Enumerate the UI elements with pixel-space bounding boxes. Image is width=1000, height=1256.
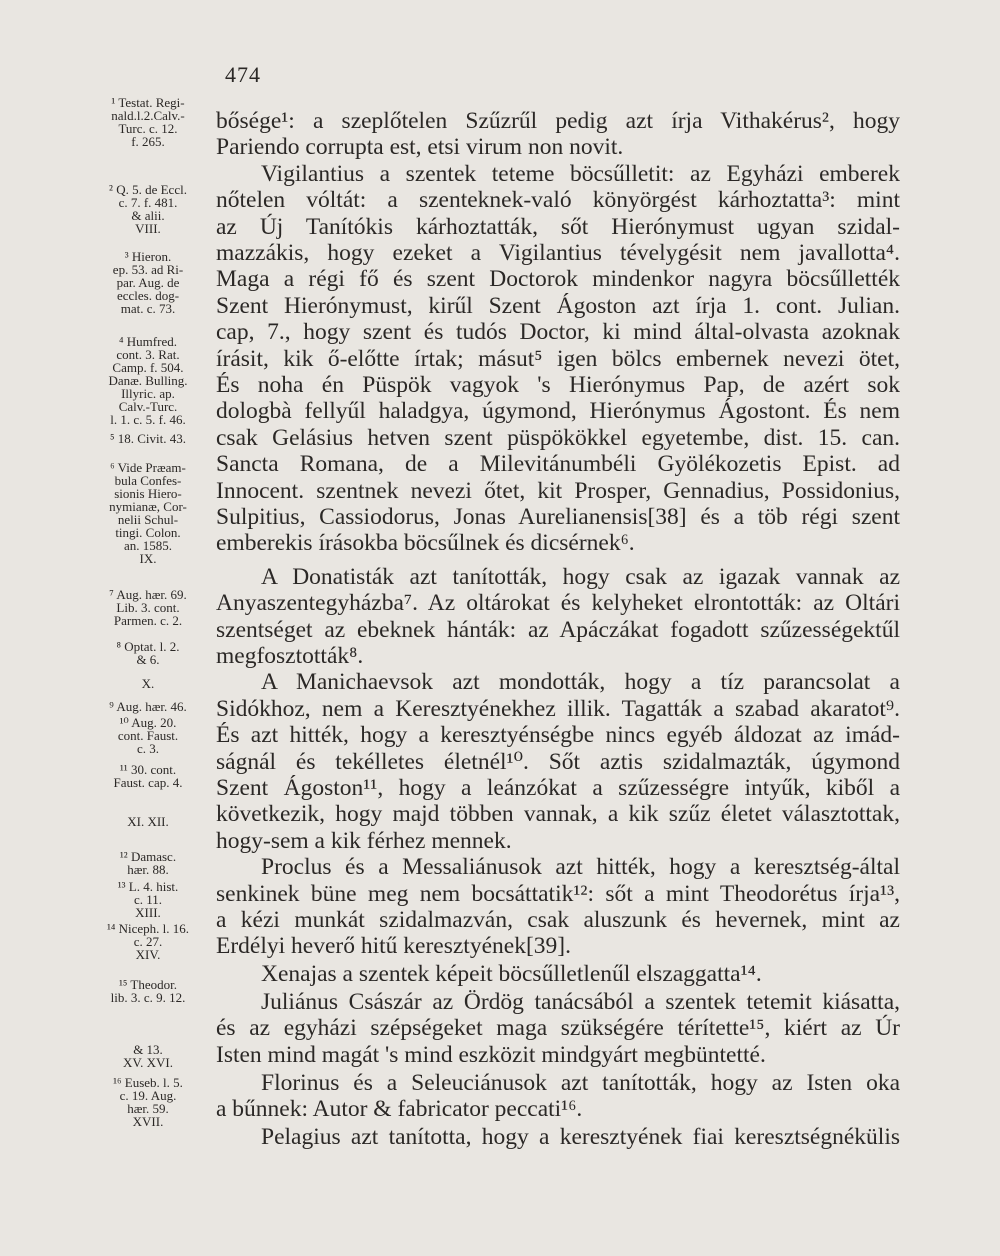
text-line: megfosztották⁸. [216,643,364,669]
margin-note: X. [141,676,155,691]
margin-note: ² Q. 5. de Eccl. c. 7. f. 481. & alii. VIII. [109,182,187,236]
margin-note: ¹³ L. 4. hist. c. 11. XIII. [117,879,179,920]
margin-note: ¹⁵ Theodor. lib. 3. c. 9. 12. [110,977,186,1005]
text-line: Sulpitius, Cassiodorus, Jonas Aurelianensis[38] és a töb régi szent [216,504,900,530]
text-line: A Donatisták azt tanították, hogy csak az igazak vannak az [261,564,900,590]
text-line: A Manichaevsok azt mondották, hogy a tíz parancsolat a [261,669,900,695]
text-line: szentséget az ebeknek hánták: az Apáczákat fogadott szűzességektűl [216,617,900,643]
text-line: cap, 7., hogy szent és tudós Doctor, ki mind által-olvasta azoknak [216,319,900,345]
margin-note: ¹⁴ Niceph. l. 16. c. 27. XIV. [106,921,190,962]
margin-note: ¹⁶ Euseb. l. 5. c. 19. Aug. hær. 59. XVII. [113,1075,183,1129]
text-line: írásit, kik ő-előtte írtak; másut⁵ igen bölcs embernek nevezi ötet, [216,346,900,372]
text-line: Maga a régi fő és szent Doctorok mindenkor nagyra böcsűllették [216,266,900,292]
text-line: Innocent. szentnek nevezi őtet, kit Prosper, Gennadius, Possidonius, [216,478,900,504]
text-line: És azt hitték, hogy a keresztyénségbe nincs egyéb áldozat az imád- [216,722,900,748]
text-line: Vigilantius a szentek teteme böcsűlletit: az Egyházi emberek [261,161,900,187]
margin-note: ¹² Damasc. hær. 88. [119,849,177,877]
margin-note: & 13. XV. XVI. [123,1042,173,1070]
text-line: Xenajas a szentek képeit böcsűlletlenűl elszaggatta¹⁴. [261,961,762,987]
margin-note: ³ Hieron. ep. 53. ad Ri- par. Aug. de eccles. dog- mat. c. 73. [112,249,184,316]
text-line: Proclus és a Messaliánusok azt hitték, hogy a keresztség-által [261,854,900,880]
margin-note: ⁹ Aug. hær. 46. [109,699,187,714]
text-line: az Új Tanítókis kárhoztatták, sőt Hierónymust ugyan szidal- [216,214,900,240]
text-line: következik, hogy majd többen vannak, a kik szűz életet választottak, [216,801,900,827]
text-line: Juliánus Császár az Ördög tanácsából a szentek tetemit kiásatta, [261,989,900,1015]
text-line: mazzákis, hogy ezeket a Vigilantius tévelygésit nem javallotta⁴. [216,240,900,266]
text-line: hogy-sem a kik férhez mennek. [216,828,512,854]
text-line: nőtelen vóltát: a szenteknek-való könyörgést kárhoztatta³: mint [216,187,900,213]
text-line: senkinek büne meg nem bocsáttatik¹²: sőt a mint Theodorétus írja¹³, [216,881,900,907]
text-line: csak Gelásius hetven szent püspökökkel egyetembe, dist. 15. can. [216,425,900,451]
text-line: dologbà fellyűl haladgya, úgymond, Hierónymus Ágostont. És nem [216,398,900,424]
text-line: emberekis írásokba böcsűlnek és dicsérnek⁶. [216,530,635,556]
margin-note: ⁸ Optat. l. 2. & 6. [116,639,180,667]
text-line: Szent Hierónymust, kirűl Szent Ágoston azt írja 1. cont. Julian. [216,293,900,319]
margin-note: ⁴ Humfred. cont. 3. Rat. Camp. f. 504. Danæ. Bulling. Illyric. ap. Calv.-Turc. l. 1. c. 5. f. 46. [108,334,188,427]
text-line: Pelagius azt tanította, hogy a keresztyének fiai keresztségnékülis [261,1124,900,1150]
margin-note: ¹ Testat. Regi- nald.l.2.Calv.- Turc. c. 12. f. 265. [111,95,185,149]
text-line: Florinus és a Seleuciánusok azt tanították, hogy az Isten oka [261,1070,900,1096]
text-line: Pariendo corrupta est, etsi virum non novit. [216,134,624,160]
text-line: a bűnnek: Autor & fabricator peccati¹⁶. [216,1096,583,1122]
margin-note: ⁶ Vide Præam- bula Confes- sionis Hiero- nymianæ, Cor- nelii Schul- tingi. Colon. an. 1585. IX. [109,460,187,566]
page-number: 474 [225,62,261,87]
text-line: Erdélyi heverő hitű keresztyének[39]. [216,933,571,959]
margin-note: ⁷ Aug. hær. 69. Lib. 3. cont. Parmen. c. 2. [109,587,187,628]
margin-note: ¹¹ 30. cont. Faust. cap. 4. [113,762,183,790]
text-line: Isten mind magát 's mind eszközit mindgyárt megbüntetté. [216,1042,766,1068]
margin-note: ¹⁰ Aug. 20. cont. Faust. c. 3. [117,715,179,756]
text-line: Sancta Romana, de a Milevitánumbéli Gyölékozetis Epist. ad [216,451,900,477]
text-line: bősége¹: a szeplőtelen Szűzrűl pedig azt írja Vithakérus², hogy [216,108,900,134]
text-line: Szent Ágoston¹¹, hogy a leánzókat a szűzességre intyűk, kiből a [216,775,900,801]
text-line: Sidókhoz, nem a Keresztyénekhez illik. Tagatták a szabad akaratot⁹. [216,696,900,722]
margin-note: ⁵ 18. Civit. 43. [109,431,187,446]
text-line: ságnál és tekélletes életnél¹⁰. Sőt aztis szidalmazták, úgymond [216,749,900,775]
text-line: és az egyházi szépségeket maga szükségére térítette¹⁵, kiért az Úr [216,1015,900,1041]
text-line: Anyaszentegyházba⁷. Az oltárokat és kelyheket elrontották: az Oltári [216,590,900,616]
text-line: a kézi munkát szidalmazván, csak aluszunk és hevernek, mint az [216,907,900,933]
text-line: És noha én Püspök vagyok 's Hierónymus Pap, de azért sok [216,372,900,398]
margin-note: XI. XII. [127,814,169,829]
